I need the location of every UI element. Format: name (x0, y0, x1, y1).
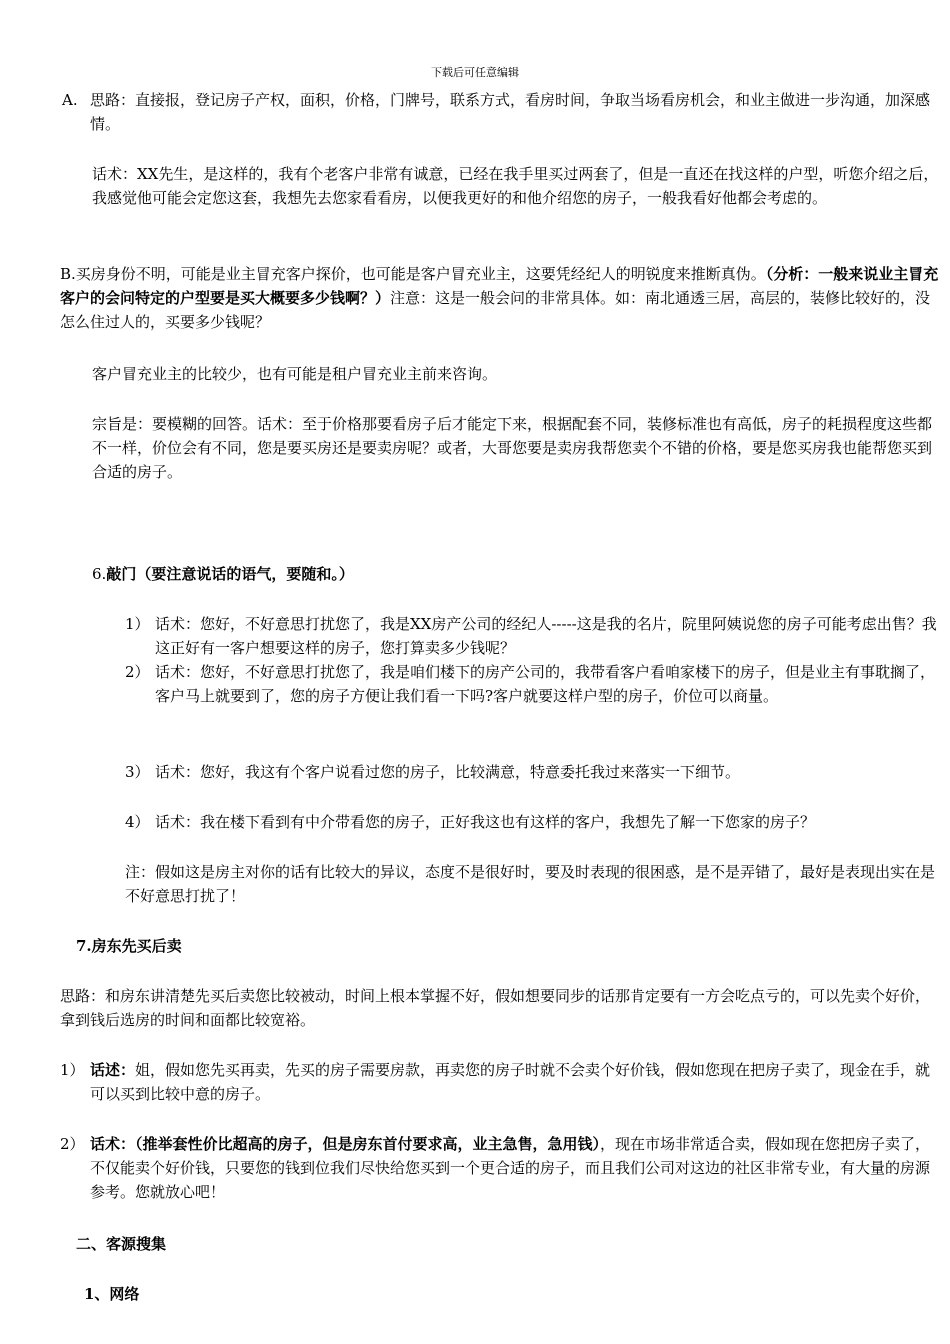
landlord-item-2-number: 2） (60, 1135, 85, 1153)
section-7-title: 7.房东先买后卖 (76, 937, 182, 955)
landlord-item-1-number: 1） (60, 1061, 85, 1079)
knock-item-3-text: 话术：您好，我这有个客户说看过您的房子，比较满意，特意委托我过来落实一下细节。 (155, 763, 741, 781)
landlord-item-2 (60, 1132, 944, 1204)
landlord-item-1-label: 话述： (90, 1061, 136, 1079)
knock-note: 注：假如这是房主对你的话有比较大的异议，态度不是很好时，要及时表现的很困惑，是不是弄错了，最好是表现出实在是不好意思打扰了！ (125, 863, 936, 905)
section-6-heading (92, 562, 940, 586)
landlord-item-2-body (90, 1132, 944, 1204)
landlord-item-1 (60, 1058, 944, 1106)
section-6-title: 敲门（要注意说话的语气，要随和。） (106, 565, 354, 583)
header-note: 下载后可任意编辑 (431, 66, 519, 79)
knock-item-3-number: 3） (125, 763, 150, 781)
section-b-text2: 注意：这是一般会问的非常具体。如：南北通透三居，高层的，装修比较好的，没怎么住过人的，买要多少钱呢？ (60, 289, 931, 331)
section-2-sub1: 1、网络 (84, 1285, 140, 1303)
knock-item-1-text: 话术：您好，不好意思打扰您了，我是XX房产公司的经纪人-----这是我的名片，院里阿姨说您的房子可能考虑出售？我这正好有一客户想要这样的房子，您打算卖多少钱呢？ (155, 615, 937, 657)
section-a-label: A. (62, 91, 78, 109)
section-a-script: 话术：XX先生，是这样的，我有个老客户非常有诚意，已经在我手里买过两套了，但是一直还在找这样的户型，听您介绍之后，我感觉他可能会定您这套，我想先去您家看看房，以便我更好的和他介绍您的房子，一般我看好他都会考虑的。 (92, 165, 939, 207)
knock-item-3 (125, 760, 945, 784)
section-a-text: 思路：直接报，登记房子产权，面积，价格，门牌号，联系方式，看房时间，争取当场看房机会，和业主做进一步沟通，加深感情。 (90, 91, 931, 133)
section-b-para3: 宗旨是：要模糊的回答。话术：至于价格那要看房子后才能定下来，根据配套不同，装修标准也有高低，房子的耗损程度这些都不一样，价位会有不同，您是要买房还是要卖房呢？或者，大哥您要是卖房我帮您卖个不错的价格，要是您买房我也能帮您买到合适的房子。 (92, 415, 933, 481)
section-a (62, 88, 942, 136)
section-7-idea: 思路：和房东讲清楚先买后卖您比较被动，时间上根本掌握不好，假如想要同步的话那肯定要有一方会吃点亏的，可以先卖个好价，拿到钱后选房的时间和面都比较宽裕。 (60, 987, 931, 1029)
landlord-item-2-text: ，现在市场非常适合卖，假如现在您把房子卖了，不仅能卖个好价钱，只要您的钱到位我们尽快给您买到一个更合适的房子，而且我们公司对这边的社区非常专业，有大量的房源参考。您就放心吧！ (90, 1135, 931, 1201)
section-b-text1: B.买房身份不明，可能是业主冒充客户探价，也可能是客户冒充业主，这要凭经纪人的明锐度来推断真伪。 (60, 265, 766, 283)
knock-item-4-number: 4） (125, 813, 150, 831)
knock-item-4-text: 话术：我在楼下看到有中介带看您的房子，正好我这也有这样的客户，我想先了解一下您家的房子？ (155, 813, 816, 831)
knock-item-2-text: 话术：您好，不好意思打扰您了，我是咱们楼下的房产公司的，我带看客户看咱家楼下的房子，但是业主有事耽搁了，客户马上就要到了，您的房子方便让我们看一下吗?客户就要这样户型的房子，价位可以商量。 (155, 663, 936, 705)
landlord-item-2-label: 话术：（推举套性价比超高的房子，但是房东首付要求高，业主急售，急用钱） (90, 1135, 601, 1153)
section-b-para2: 客户冒充业主的比较少，也有可能是租户冒充业主前来咨询。 (92, 365, 498, 383)
knock-item-1-number: 1） (125, 615, 150, 633)
knock-item-4 (125, 810, 945, 834)
section-b-paragraph (60, 262, 944, 334)
landlord-item-1-text: 姐，假如您先买再卖，先买的房子需要房款，再卖您的房子时就不会卖个好价钱，假如您现在把房子卖了，现金在手，就可以买到比较中意的房子。 (90, 1061, 931, 1103)
knock-item-2 (125, 660, 947, 708)
landlord-item-1-body (90, 1058, 944, 1106)
section-6-number: 6. (92, 565, 107, 583)
knock-item-2-number: 2） (125, 663, 150, 681)
knock-item-1 (125, 612, 945, 660)
section-b-analysis: （分析：一般来说业主冒充客户的会问特定的户型要是买大概要多少钱啊？） (60, 265, 939, 307)
section-2-title: 二、客源搜集 (76, 1235, 167, 1253)
